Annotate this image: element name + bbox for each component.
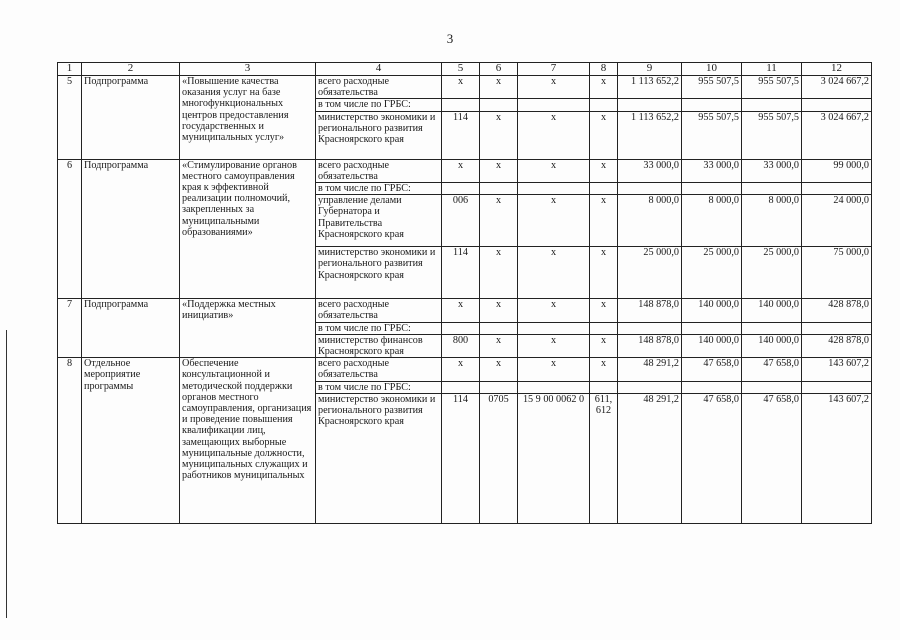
table-row (58, 358, 872, 381)
col-header: 10 (682, 63, 742, 76)
csr-code: x (518, 299, 590, 322)
year2-value: 33 000,0 (682, 159, 742, 182)
vr-code: x (590, 334, 618, 357)
vr-code: 611, 612 (590, 393, 618, 523)
year3-value: 8 000,0 (742, 195, 802, 247)
rz-code: x (480, 334, 518, 357)
rz-code: x (480, 247, 518, 299)
table-body (58, 76, 872, 524)
vr-code (590, 183, 618, 195)
rz-code (480, 322, 518, 334)
rz-code: 0705 (480, 393, 518, 523)
year2-value: 955 507,5 (682, 111, 742, 159)
scan-margin-line (6, 330, 7, 618)
year2-value: 25 000,0 (682, 247, 742, 299)
year1-value: 8 000,0 (618, 195, 682, 247)
year3-value (742, 322, 802, 334)
rz-code (480, 183, 518, 195)
year2-value (682, 183, 742, 195)
total-value (802, 322, 872, 334)
grbs-code: x (442, 358, 480, 381)
rz-code: x (480, 299, 518, 322)
rz-code: x (480, 358, 518, 381)
vr-code (590, 99, 618, 111)
row-number: 7 (58, 299, 82, 358)
row-type: Подпрограмма (82, 76, 180, 160)
year2-value: 955 507,5 (682, 76, 742, 99)
expense-label: всего расходные обязательства (316, 76, 442, 99)
grbs-code (442, 381, 480, 393)
total-value: 143 607,2 (802, 393, 872, 523)
expense-label: министерство экономики и регионального развития Красноярского края (316, 247, 442, 299)
year3-value: 47 658,0 (742, 393, 802, 523)
grbs-code: 114 (442, 111, 480, 159)
row-name: Обеспечение консультационной и методической поддержки органов местного самоуправления, организация и проведение повышения квалификации лиц, замещающих выборные муниципальные должности, муниципальных служащих и работников муниципальных (180, 358, 316, 524)
row-number: 5 (58, 76, 82, 160)
year2-value (682, 322, 742, 334)
vr-code: x (590, 111, 618, 159)
vr-code: x (590, 358, 618, 381)
csr-code: x (518, 247, 590, 299)
row-name: «Повышение качества оказания услуг на базе многофункциональных центров предоставления государственных и муниципальных услуг» (180, 76, 316, 160)
row-type: Отдельное мероприятие программы (82, 358, 180, 524)
csr-code: x (518, 76, 590, 99)
csr-code: x (518, 358, 590, 381)
total-value: 3 024 667,2 (802, 76, 872, 99)
vr-code: x (590, 76, 618, 99)
col-header: 4 (316, 63, 442, 76)
csr-code (518, 99, 590, 111)
year2-value: 140 000,0 (682, 299, 742, 322)
expense-label: министерство экономики и регионального развития Красноярского края (316, 111, 442, 159)
year1-value: 1 113 652,2 (618, 111, 682, 159)
grbs-code: 800 (442, 334, 480, 357)
row-type: Подпрограмма (82, 159, 180, 299)
grbs-code (442, 183, 480, 195)
grbs-code: 006 (442, 195, 480, 247)
col-header: 1 (58, 63, 82, 76)
budget-table (57, 62, 872, 524)
year2-value: 140 000,0 (682, 334, 742, 357)
total-value (802, 183, 872, 195)
rz-code: x (480, 159, 518, 182)
expense-label: в том числе по ГРБС: (316, 183, 442, 195)
year2-value: 47 658,0 (682, 393, 742, 523)
expense-label: всего расходные обязательства (316, 299, 442, 322)
vr-code: x (590, 159, 618, 182)
year1-value: 25 000,0 (618, 247, 682, 299)
year3-value (742, 183, 802, 195)
col-header: 7 (518, 63, 590, 76)
csr-code: x (518, 111, 590, 159)
col-header: 9 (618, 63, 682, 76)
row-type: Подпрограмма (82, 299, 180, 358)
year1-value (618, 99, 682, 111)
grbs-code: x (442, 159, 480, 182)
csr-code: x (518, 334, 590, 357)
rz-code (480, 381, 518, 393)
year2-value: 8 000,0 (682, 195, 742, 247)
total-value: 99 000,0 (802, 159, 872, 182)
rz-code: x (480, 76, 518, 99)
total-value (802, 381, 872, 393)
year3-value: 955 507,5 (742, 111, 802, 159)
col-header: 8 (590, 63, 618, 76)
year3-value: 47 658,0 (742, 358, 802, 381)
row-number: 6 (58, 159, 82, 299)
col-header: 11 (742, 63, 802, 76)
rz-code: x (480, 195, 518, 247)
grbs-code: x (442, 299, 480, 322)
year1-value: 148 878,0 (618, 334, 682, 357)
expense-label: всего расходные обязательства (316, 358, 442, 381)
total-value: 24 000,0 (802, 195, 872, 247)
vr-code: x (590, 195, 618, 247)
grbs-code (442, 322, 480, 334)
csr-code: x (518, 195, 590, 247)
vr-code (590, 322, 618, 334)
expense-label: управление делами Губернатора и Правительства Красноярского края (316, 195, 442, 247)
year1-value: 148 878,0 (618, 299, 682, 322)
row-number: 8 (58, 358, 82, 524)
year3-value: 33 000,0 (742, 159, 802, 182)
year2-value (682, 381, 742, 393)
year1-value: 33 000,0 (618, 159, 682, 182)
page-number: 3 (446, 31, 454, 46)
expense-label: министерство экономики и регионального развития Красноярского края (316, 393, 442, 523)
csr-code (518, 183, 590, 195)
total-value: 143 607,2 (802, 358, 872, 381)
grbs-code: 114 (442, 393, 480, 523)
row-name: «Стимулирование органов местного самоуправления края к эффективной реализации полномочий, закрепленных за муниципальными образованиями» (180, 159, 316, 299)
header-row (58, 63, 872, 76)
year3-value: 25 000,0 (742, 247, 802, 299)
expense-label: всего расходные обязательства (316, 159, 442, 182)
csr-code: x (518, 159, 590, 182)
col-header: 12 (802, 63, 872, 76)
year1-value: 48 291,2 (618, 358, 682, 381)
vr-code: x (590, 299, 618, 322)
total-value: 428 878,0 (802, 334, 872, 357)
grbs-code: 114 (442, 247, 480, 299)
expense-label: в том числе по ГРБС: (316, 322, 442, 334)
col-header: 6 (480, 63, 518, 76)
rz-code (480, 99, 518, 111)
expense-label: в том числе по ГРБС: (316, 381, 442, 393)
row-name: «Поддержка местных инициатив» (180, 299, 316, 358)
expense-label: министерство финансов Красноярского края (316, 334, 442, 357)
vr-code: x (590, 247, 618, 299)
year2-value: 47 658,0 (682, 358, 742, 381)
year1-value (618, 381, 682, 393)
csr-code: 15 9 00 0062 0 (518, 393, 590, 523)
year1-value (618, 183, 682, 195)
col-header: 3 (180, 63, 316, 76)
col-header: 5 (442, 63, 480, 76)
year1-value: 1 113 652,2 (618, 76, 682, 99)
year1-value: 48 291,2 (618, 393, 682, 523)
csr-code (518, 322, 590, 334)
vr-code (590, 381, 618, 393)
table-row (58, 299, 872, 322)
year3-value: 140 000,0 (742, 299, 802, 322)
year3-value (742, 99, 802, 111)
year1-value (618, 322, 682, 334)
table-row (58, 76, 872, 99)
year3-value: 955 507,5 (742, 76, 802, 99)
total-value (802, 99, 872, 111)
expense-label: в том числе по ГРБС: (316, 99, 442, 111)
csr-code (518, 381, 590, 393)
total-value: 428 878,0 (802, 299, 872, 322)
total-value: 75 000,0 (802, 247, 872, 299)
table-row (58, 159, 872, 182)
col-header: 2 (82, 63, 180, 76)
grbs-code (442, 99, 480, 111)
year3-value (742, 381, 802, 393)
year3-value: 140 000,0 (742, 334, 802, 357)
total-value: 3 024 667,2 (802, 111, 872, 159)
rz-code: x (480, 111, 518, 159)
year2-value (682, 99, 742, 111)
grbs-code: x (442, 76, 480, 99)
